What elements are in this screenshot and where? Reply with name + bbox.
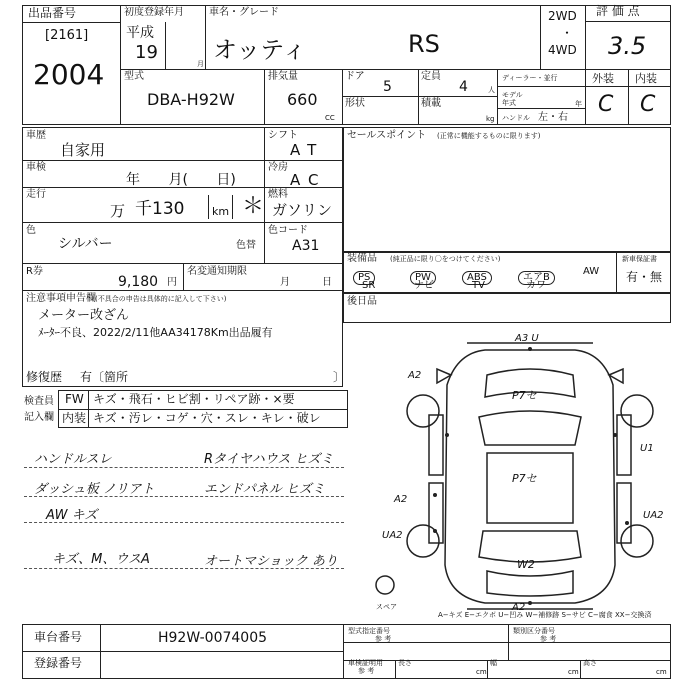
damage-legend: A−キズ E−エクボ U−凹み W−補修跡 S−サビ C−腐食 XX−交換済 — [438, 611, 652, 619]
drive-2wd: 2WD — [548, 9, 577, 23]
shape-label: 形状 — [345, 98, 365, 109]
equip-pw: PW — [410, 265, 438, 285]
mark-left-front: A2 — [408, 370, 422, 381]
interior-grade: C — [640, 92, 656, 117]
mark-roof: P7セ — [512, 472, 537, 485]
equip-tv: TV — [472, 280, 485, 291]
note-left-1: ハンドルスレ — [34, 452, 112, 467]
tax-label: 名変通知期限 — [187, 266, 247, 277]
mark-hood: P7セ — [512, 389, 537, 402]
recycle-fee: 9,180 — [118, 274, 159, 290]
length-label: 長さ — [398, 659, 412, 667]
warranty-label: 新車保証書 — [622, 255, 657, 263]
note-right-3: オートマショック あり — [204, 554, 338, 569]
grade: RS — [408, 30, 440, 58]
inspector-label2: 記入欄 — [24, 412, 54, 423]
height-cm: cm — [656, 668, 667, 676]
equip-navi: ナビ — [414, 280, 434, 291]
sales-sub: (正常に機能するものに限ります) — [437, 132, 541, 140]
door-label: ドア — [345, 71, 365, 82]
tax-day: 日 — [322, 277, 332, 288]
width-label: 幅 — [490, 659, 497, 667]
color: シルバー — [58, 236, 113, 252]
equip-airbag: エアB — [518, 265, 557, 285]
details-frame — [22, 127, 346, 387]
equipment-label: 装備品 — [347, 253, 377, 264]
notes-label: 注意事項申告欄 — [26, 293, 96, 304]
type-cert-label: 型式指定番号 — [348, 627, 390, 635]
month-unit: 月 — [197, 60, 204, 68]
interior-label: 内装 — [635, 72, 657, 85]
car-name: オッティ — [213, 36, 307, 64]
length-cm: cm — [476, 668, 487, 676]
equip-abs: ABS — [462, 265, 494, 285]
mark-bottom: A2 — [512, 602, 526, 613]
note-left-2: ダッシュ板 ノリアト — [34, 482, 155, 497]
mileage-mark: ＊ — [242, 194, 265, 219]
fuel-label: 燃料 — [268, 189, 288, 200]
fw-items: キズ・飛石・ヒビ割・リペア跡・×要 — [93, 392, 295, 406]
lot-label: 出品番号 — [28, 6, 77, 20]
tax-month: 月 — [280, 277, 290, 288]
usage-label: 車歴 — [26, 130, 46, 141]
shift-label: シフト — [268, 130, 298, 141]
sales-frame — [343, 127, 671, 252]
int-label: 内装 — [62, 411, 87, 425]
ac-label: 冷房 — [268, 162, 288, 173]
recycle-label: R券 — [26, 266, 43, 277]
inspection-label: 車検 — [26, 162, 46, 173]
equip-aw: AW — [583, 266, 600, 277]
notes-line1: メーター改ざん — [38, 308, 130, 323]
aftermarket-frame — [343, 293, 671, 323]
exterior-label: 外装 — [592, 72, 614, 85]
kg-unit: kg — [486, 115, 495, 123]
model-label: 車名・グレード — [209, 7, 279, 18]
cc-unit: CC — [325, 114, 335, 122]
doors: 5 — [383, 79, 392, 95]
ac: AC — [290, 171, 327, 189]
mark-right-front: U1 — [640, 443, 654, 454]
shift: AT — [290, 141, 325, 159]
year-unit: 年 — [575, 100, 582, 108]
inspection-date: 年 月( 日) — [126, 172, 236, 188]
width-cm: cm — [568, 668, 579, 676]
era: 平成 — [126, 25, 154, 41]
color-label: 色 — [26, 225, 36, 236]
notes-sub: (不具合の申告は具体的に記入して下さい) — [95, 295, 227, 303]
score-value: 3.5 — [608, 32, 647, 60]
person-unit: 人 — [488, 86, 495, 94]
repair-end: 〕 — [333, 370, 346, 384]
exterior-grade: C — [598, 92, 614, 117]
km-unit: km — [212, 205, 230, 218]
equip-leather: カワ — [526, 280, 546, 291]
color-code-label: 色コード — [268, 225, 308, 236]
displacement: 660 — [287, 90, 318, 109]
warranty-value: 有・無 — [626, 270, 663, 284]
mileage-man: 万 — [110, 202, 126, 220]
displacement-label: 排気量 — [268, 71, 298, 82]
model-code: DBA-H92W — [147, 90, 235, 109]
type-cert-ref: 参 考 — [375, 635, 392, 643]
spare-label: スペア — [376, 603, 397, 611]
equipment-sub: (純正品に限り〇をつけてください) — [390, 255, 501, 263]
handle-value: 左・右 — [538, 112, 568, 123]
chassis-number: H92W-0074005 — [158, 630, 268, 646]
capacity-label: 定員 — [421, 71, 441, 82]
class-ref: 参 考 — [540, 635, 557, 643]
sales-label: セールスポイント — [347, 130, 427, 141]
usage: 自家用 — [60, 141, 106, 159]
notes-line2: ﾒｰﾀｰ不良、2022/2/11他AA34178Km出品履有 — [38, 326, 273, 339]
color-change-label: 色替 — [236, 240, 256, 251]
handle-label: ハンドル — [502, 114, 530, 122]
inspector-label1: 検査員 — [24, 396, 54, 407]
color-code: A31 — [292, 238, 320, 254]
drive-dot: ・ — [561, 26, 574, 40]
note-right-2: エンドパネル ヒズミ — [204, 482, 325, 497]
mileage-sen: 千130 — [135, 199, 185, 219]
dealer-label: ディーラー・並行 — [502, 74, 558, 82]
score-label: 評 価 点 — [596, 4, 640, 18]
height-label: 高さ — [583, 659, 597, 667]
aftermarket-label: 後日品 — [347, 296, 377, 307]
mark-right-rear: UA2 — [643, 510, 664, 521]
mark-left-mid: A2 — [394, 494, 408, 505]
cert-ref: 参 考 — [358, 667, 375, 675]
first-reg-label: 初度登録年月 — [124, 7, 184, 18]
int-items: キズ・汚レ・コゲ・穴・スレ・キレ・破レ — [93, 411, 321, 425]
lot-number: 2004 — [33, 58, 105, 91]
note-right-1: Rタイヤハウス ヒズミ — [204, 452, 334, 467]
equip-sr: SR — [362, 280, 376, 291]
load-label: 積載 — [421, 98, 441, 109]
equip-ps: PS — [353, 265, 377, 285]
class-label: 類別区分番号 — [513, 627, 555, 635]
chassis-label: 車台番号 — [34, 630, 83, 644]
reg-year: 19 — [135, 42, 158, 63]
mark-left-rear: UA2 — [382, 530, 403, 541]
fuel: ガソリン — [272, 201, 333, 219]
note-left-4: キズ、M、ウスA — [52, 552, 150, 567]
repair-value: 有〔箇所 — [80, 370, 129, 384]
yen-unit: 円 — [167, 277, 177, 288]
fw-label: FW — [65, 392, 84, 406]
repair-label: 修復歴 — [26, 370, 63, 384]
registration-label: 登録番号 — [34, 656, 83, 670]
drive-4wd: 4WD — [548, 43, 577, 57]
mark-top: A3 U — [515, 333, 539, 344]
model-year-label: モデル年式 — [502, 91, 523, 107]
lot-code: [2161] — [45, 28, 89, 43]
mark-rear-glass: W2 — [517, 558, 535, 571]
cert-label: 車検証明用 — [348, 659, 383, 667]
model-code-label: 型式 — [124, 71, 144, 82]
capacity: 4 — [459, 79, 468, 95]
note-left-3: AW キズ — [46, 508, 98, 523]
mileage-label: 走行 — [26, 189, 46, 200]
